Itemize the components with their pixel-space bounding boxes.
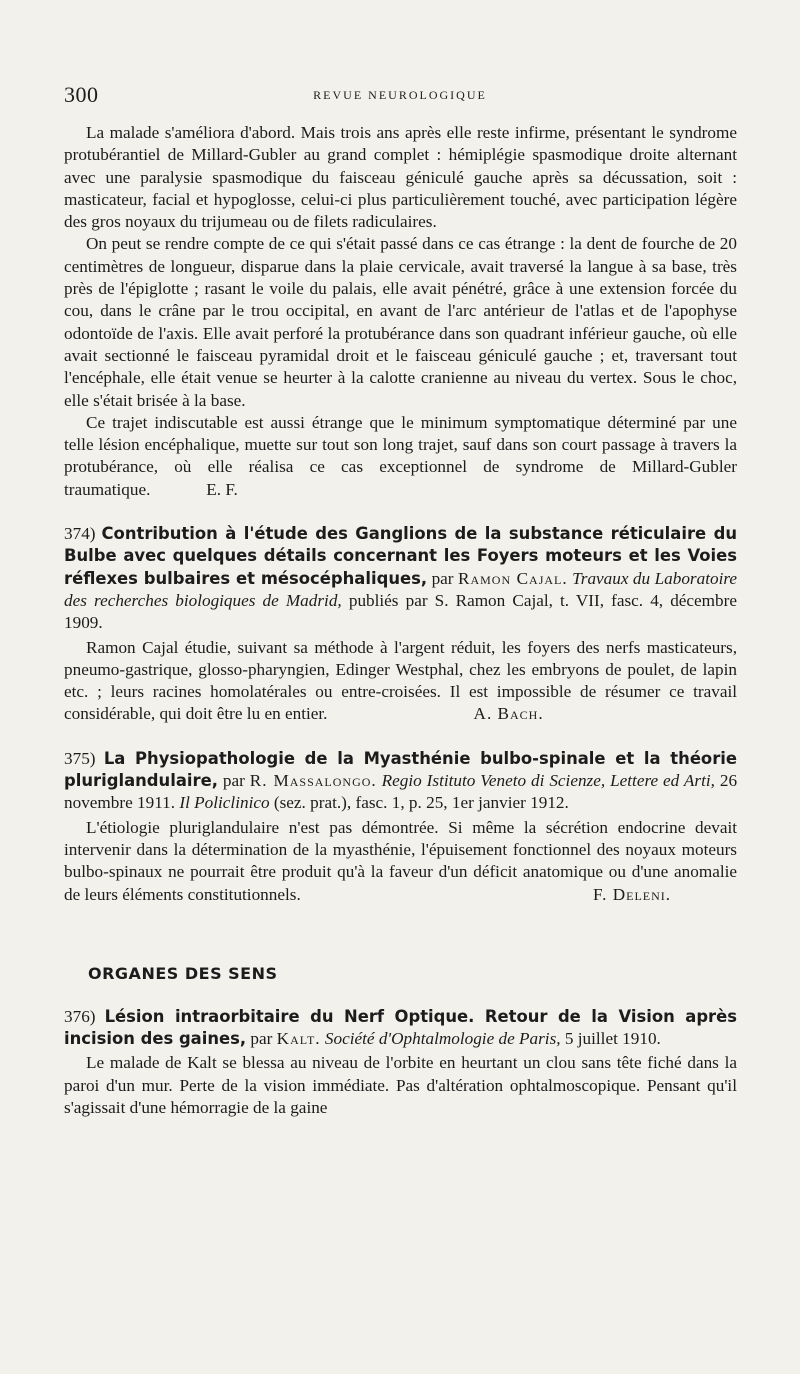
by-label: par	[250, 1029, 273, 1049]
reference: 5 juillet 1910.	[564, 1029, 661, 1049]
paragraph-text: Ce trajet indiscutable est aussi étrange que le minimum symptomatique déterminé par une telle lésion encéphalique, muette sur tout son long trajet, sauf dans son court passage à travers la protubérance, où elle réalisa ce cas exceptionnel de syndrome de Millard-Gubler traumatique.	[64, 412, 737, 499]
running-head: REVUE NEUROLOGIQUE	[313, 88, 487, 102]
abstract-text: L'étiologie pluriglandulaire n'est pas démontrée. Si même la sécrétion endocrine devait intervenir dans la détermination de la myasthénie, l'épuisement fonctionnel des noyaux moteurs bulbo-spinaux ne pourrait être produit qu'à la faveur d'un déficit anatomique ou d'une anomalie de leurs éléments constitutionnels.	[64, 817, 737, 904]
author: R. Massalongo.	[249, 771, 377, 791]
signature: A. Bach.	[473, 704, 544, 724]
journal-name: Travaux du Laboratoire des recherches biologiques de Madrid,	[64, 568, 738, 610]
abstract-body	[64, 817, 737, 906]
by-label: par	[431, 568, 454, 588]
journal-name: Société d'Ophtalmologie de Paris,	[324, 1029, 561, 1049]
journal-name: Il Policlinico	[179, 793, 270, 813]
paragraph	[64, 412, 737, 501]
paragraph: La malade s'améliora d'abord. Mais trois ans après elle reste infirme, présentant le syndrome protubérantiel de Millard-Gubler au grand complet : hémiplégie spasmodique droite alternant avec une paralysie spasmodique du faisceau géniculé gauche après sa décussation, soit : masticateur, facial et hypoglosse, celui-ci plus particulièrement touché, avec participation légère des gros noyaux du trijumeau ou de filets radiculaires.	[64, 123, 737, 232]
abstract-number: 374)	[64, 524, 96, 544]
author: Ramon Cajal.	[457, 568, 568, 588]
abstract-374	[64, 523, 737, 726]
abstract-body	[64, 637, 737, 726]
page-number: 300	[64, 82, 99, 107]
abstract-number: 375)	[64, 748, 96, 768]
abstract-heading	[64, 1006, 737, 1051]
abstract-number: 376)	[64, 1006, 96, 1026]
abstract-body: Le malade de Kalt se blessa au niveau de l'orbite en heurtant un clou sans tête fiché dans la paroi d'un mur. Perte de la vision immédiate. Pas d'altération ophtalmoscopique. Pensant qu'il s'agissait d'une hémorragie de la gaine	[64, 1053, 737, 1117]
abstract-heading	[64, 523, 737, 634]
signature: F. Deleni.	[592, 884, 672, 904]
section-title: ORGANES DES SENS	[88, 963, 278, 983]
abstract-375	[64, 748, 737, 906]
abstract-text: Ramon Cajal étudie, suivant sa méthode à l'argent réduit, les foyers des nerfs masticateurs, pneumo-gastrique, glosso-pharyngien, Edinger Westphal, chez les embryons de poulet, de lapin etc. ; leurs racines homolatérales ou entre-croisées. Il est impossible de résumer ce travail considérable, qui doit être lu en entier.	[64, 637, 737, 724]
journal-name: Regio Istituto Veneto di Scienze, Lettere ed Arti,	[381, 771, 715, 791]
abstract-heading	[64, 748, 737, 815]
paragraph: On peut se rendre compte de ce qui s'était passé dans ce cas étrange : la dent de fourche de 20 centimètres de longueur, disparue dans la plaie cervicale, avait traversé la langue à sa base, très près de l'épiglotte ; rasant le voile du palais, elle avait pénétré, grâce à une extension forcée du cou, dans le crâne par le trou occipital, en avant de l'arc antérieur de l'atlas et de l'apophyse odontoïde de l'axis. Elle avait perforé la protubérance dans son quadrant inférieur gauche, où elle avait sectionné le faisceau pyramidal droit et le faisceau géniculé gauche ; et, traversant tout l'encéphale, elle était venue se heurter à la calotte cranienne au niveau du vertex. Sous le choc, elle s'était brisée à la base.	[64, 234, 737, 410]
reference: publiés par S. Ramon Cajal, t. VII, fasc. 4, décembre 1909.	[64, 590, 737, 633]
abstract-title: Lésion intraorbitaire du Nerf Optique. Retour de la Vision après incision des gaines,	[64, 1006, 738, 1049]
page-header	[64, 82, 736, 110]
abstract-title: La Physiopathologie de la Myasthénie bulbo-spinale et la théorie pluriglandulaire,	[64, 748, 738, 791]
continued-abstract	[64, 122, 737, 501]
signature: E. F.	[206, 479, 238, 499]
reference: (sez. prat.), fasc. 1, p. 25, 1er janvier 1912.	[273, 793, 569, 813]
author: Kalt.	[276, 1029, 321, 1049]
reference: 26 novembre 1911.	[64, 771, 738, 813]
abstract-title: Contribution à l'étude des Ganglions de la substance réticulaire du Bulbe avec quelques détails concernant les Foyers moteurs et les Voies réflexes bulbaires et mésocéphaliques,	[64, 524, 737, 588]
by-label: par	[222, 771, 245, 791]
abstract-376	[64, 1006, 737, 1119]
page-body	[64, 122, 737, 1119]
